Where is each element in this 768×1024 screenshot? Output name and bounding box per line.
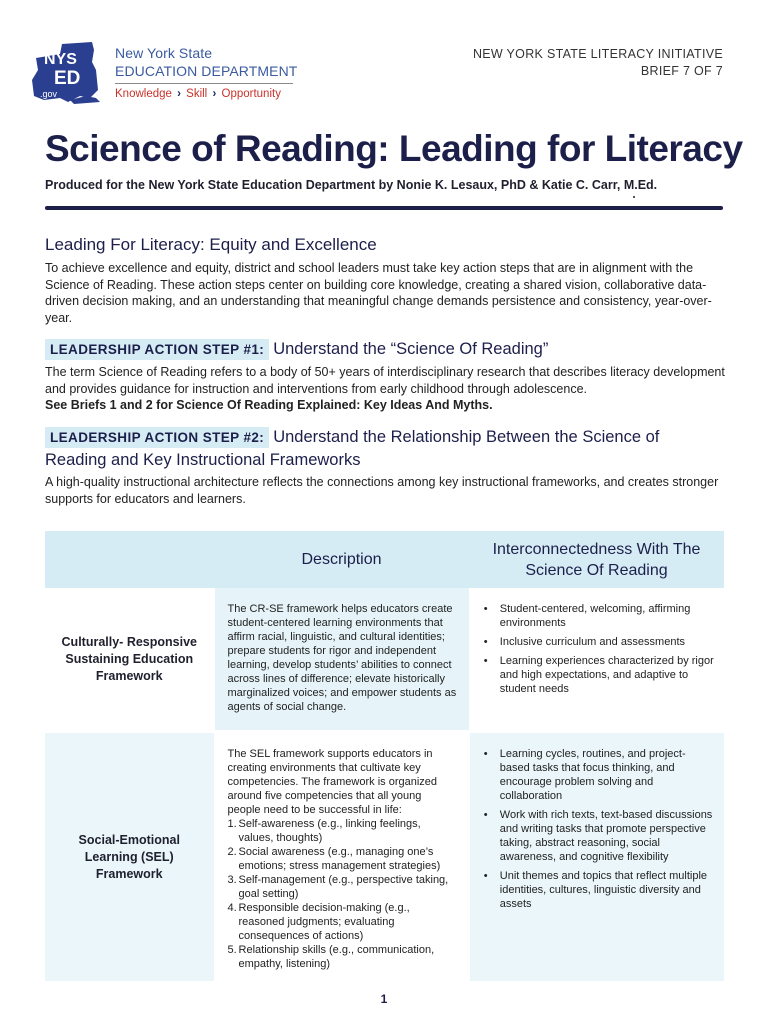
title-divider	[45, 206, 723, 210]
row-description-sel	[215, 733, 469, 981]
list-item: • Learning cycles, routines, and project-based tasks that focus thinking, and encourage problem solving and collaboration	[480, 747, 714, 803]
table-header-interconnectedness: Interconnectedness With The Science Of Reading	[492, 540, 701, 579]
row-description-crse: The CR-SE framework helps educators create student-centered learning environments that affirm racial, linguistic, and cultural identities; prepare students for rigor and independent learning, develop students’ abilities to connect across lines of difference; elevate historically marginalized voices; and empower students as agents of social change.	[215, 588, 469, 730]
list-item: 2. Social awareness (e.g., managing one’s emotions; stress management strategies)	[227, 846, 441, 872]
action-step-2	[45, 426, 725, 471]
byline: Produced for the New York State Education Department by Nonie K. Lesaux, PhD & Katie C. Carr, M.Ed.	[45, 178, 658, 192]
list-item: • Learning experiences characterized by rigor and high expectations, and adaptive to student needs	[480, 654, 714, 696]
step-1-body: The term Science of Reading refers to a body of 50+ years of interdisciplinary research that describes literacy development and provides guidance for instruction and interventions from early childhood through adolescence.	[45, 365, 725, 396]
step-1-badge: LEADERSHIP ACTION STEP #1:	[45, 339, 269, 360]
section-intro: To achieve excellence and equity, district and school leaders must take key action steps that are in alignment with the Science of Reading. These action steps center on building core knowledge, creating a shared vision, collaborative data-driven decision making, and an understanding that meaningful change demands persistence and consistency, year-over-year.	[45, 261, 712, 325]
list-item: 5. Relationship skills (e.g., communication, empathy, listening)	[227, 944, 435, 970]
table-row	[45, 588, 724, 730]
table-header	[45, 531, 724, 588]
step-1-text	[45, 364, 725, 414]
org-line-state: New York State	[115, 45, 213, 61]
step-1-title: Understand the “Science Of Reading”	[273, 340, 549, 358]
sel-description-text: The SEL framework supports educators in creating environments that cultivate key competencies. The framework is organized around five competencies that all young people need to be successful in life:	[227, 748, 438, 816]
row-label-crse: Culturally- Responsive Sustaining Education Framework	[45, 588, 214, 730]
row-label-sel: Social-Emotional Learning (SEL) Framework	[45, 733, 214, 981]
org-name-block	[115, 44, 297, 101]
tagline-skill: Skill	[186, 88, 208, 100]
initiative-label	[473, 46, 723, 80]
step-2-title: Understand the Relationship Between the Science of Reading and Key Instructional Frameworks	[45, 428, 660, 469]
tagline-opportunity: Opportunity	[221, 88, 281, 100]
initiative-name: NEW YORK STATE LITERACY INITIATIVE	[472, 47, 723, 61]
row-interconnect-crse	[470, 588, 724, 730]
list-item: 3. Self-management (e.g., perspective taking, goal setting)	[227, 874, 449, 900]
list-item: • Work with rich texts, text-based discussions and writing tasks that promote perspective taking, abstract reasoning, social awareness, and cognitive flexibility	[480, 808, 714, 864]
step-2-badge: LEADERSHIP ACTION STEP #2:	[45, 427, 269, 448]
page-header	[0, 0, 768, 120]
nysed-logo	[30, 40, 102, 104]
action-step-1	[45, 338, 725, 361]
logo-line1: NYS	[44, 51, 77, 68]
step-2-text: A high-quality instructional architecture reflects the connections among key instructional frameworks, and creates stronger supports for educators and learners.	[45, 475, 719, 506]
page-title: Science of Reading: Leading for Literacy	[45, 128, 743, 169]
tagline-separator: ›	[212, 88, 217, 100]
table-header-empty	[45, 531, 214, 588]
logo-line3: .gov	[40, 89, 58, 99]
step-1-reference: See Briefs 1 and 2 for Science Of Reading Explained: Key Ideas And Myths.	[45, 398, 493, 412]
list-item: 1. Self-awareness (e.g., linking feelings, values, thoughts)	[227, 818, 421, 844]
stray-dot	[633, 196, 635, 198]
brief-number: BRIEF 7 OF 7	[640, 64, 723, 78]
sel-competencies-list	[228, 817, 457, 971]
org-divider	[115, 83, 293, 84]
section-heading: Leading For Literacy: Equity and Excellence	[45, 235, 377, 254]
list-item: • Student-centered, welcoming, affirming environments	[480, 602, 714, 630]
org-line-department: EDUCATION DEPARTMENT	[115, 63, 298, 79]
org-tagline	[115, 87, 297, 101]
tagline-separator: ›	[177, 88, 181, 100]
list-item: • Unit themes and topics that reflect multiple identities, cultures, linguistic diversity and assets	[480, 869, 714, 911]
page-number: 1	[380, 992, 388, 1006]
logo-line2: ED	[54, 68, 81, 89]
table-row	[45, 733, 724, 981]
list-item: 4. Responsible decision-making (e.g., reasoned judgments; evaluating consequences of actions)	[227, 902, 410, 942]
row-interconnect-sel	[470, 733, 724, 981]
table-header-description: Description	[301, 551, 382, 568]
list-item: • Inclusive curriculum and assessments	[480, 635, 714, 649]
frameworks-table	[45, 531, 724, 981]
tagline-knowledge: Knowledge	[115, 88, 172, 100]
